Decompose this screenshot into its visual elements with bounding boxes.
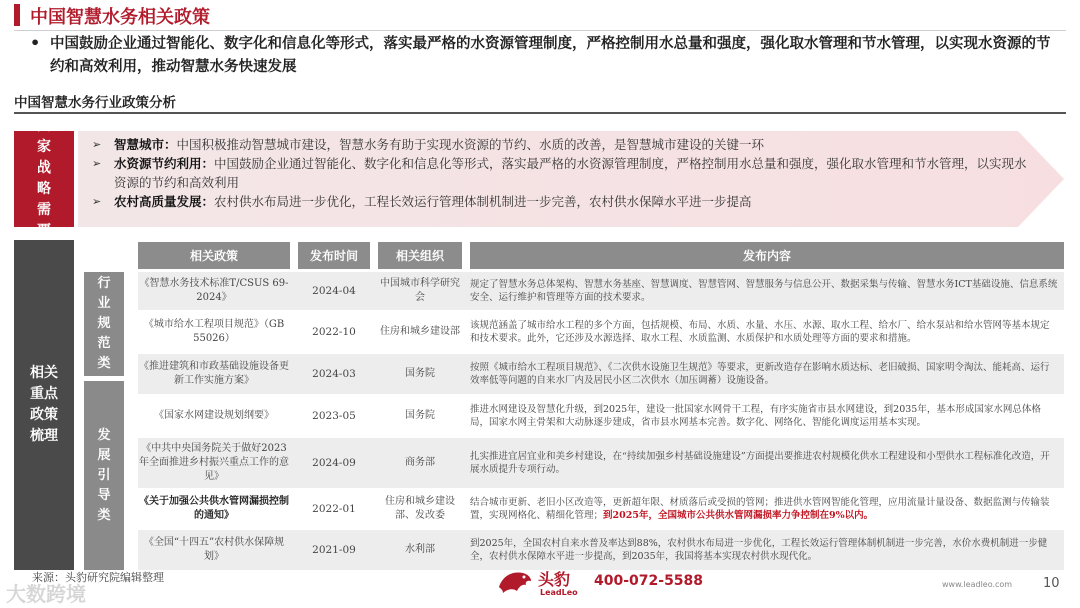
policy-org: 国务院 xyxy=(405,410,435,421)
strategy-item-body xyxy=(114,192,752,211)
policy-name: 《国家水网建设规划纲要》 xyxy=(154,410,274,421)
arrow-bullet-icon: ➢ xyxy=(92,138,102,151)
policy-content: 该规范涵盖了城市给水工程的多个方面，包括规模、布局、水质、水量、水压、水源、取水工程、给水厂、给水泵站和给水管网等基本规定和技术要求。此外，它还涉及水源选择、取水工程、水质监测、水质保护和水质处理等方面的要求和措施。 xyxy=(470,319,1050,344)
title-accent-bar xyxy=(14,4,20,26)
subheading-divider xyxy=(14,112,1066,114)
strategy-item-text: 中国鼓励企业通过智能化、数字化和信息化等形式，落实最严格的水资源管理制度，严格控制用水总量和强度，强化取水管理和节水管理，以实现水资源的节约和高效利用 xyxy=(114,156,1027,190)
arrow-bullet-icon: ➢ xyxy=(92,157,102,170)
arrow-bullet-icon: ➢ xyxy=(92,195,102,208)
policy-content: 扎实推进宜居宜业和美乡村建设，在“持续加强乡村基础设施建设”方面提出要推进农村规模化供水工程建设和小型供水工程标准化改造，开展水质提升专项行动。 xyxy=(470,450,1050,475)
policy-date: 2022-10 xyxy=(312,326,356,338)
strategy-item-text: 农村供水布局进一步优化，工程长效运行管理体制机制进一步完善，农村供水保障水平进一步提高 xyxy=(214,194,752,209)
strategy-item-text: 中国积极推动智慧城市建设，智慧水务有助于实现水资源的节约、水质的改善，是智慧城市建设的关键一环 xyxy=(176,137,765,152)
section-subheading: 中国智慧水务行业政策分析 xyxy=(14,95,176,111)
policy-content: 按照《城市给水工程项目规范》、《二次供水设施卫生规范》等要求，更新改造存在影响水质达标、老旧破损、国家明令淘汰、能耗高、运行效率低等问题的自来水厂内及居民小区二次供水（加压调蓄）设施设备。 xyxy=(470,361,1050,386)
page-number: 10 xyxy=(1043,576,1060,591)
policy-name: 《全国“十四五”农村供水保障规划》 xyxy=(143,537,285,562)
title-divider xyxy=(14,30,1066,31)
lead-paragraph: 中国鼓励企业通过智能化、数字化和信息化等形式，落实最严格的水资源管理制度，严格控制用水总量和强度，强化取水管理和节水管理，以实现水资源的节约和高效利用，推动智慧水务快速发展 xyxy=(50,36,1051,75)
table-row xyxy=(138,272,1064,310)
policy-org: 住房和城乡建设部 xyxy=(380,326,460,337)
leopard-logo-icon xyxy=(497,567,533,595)
header-date: 发布时间 xyxy=(298,242,370,269)
page-title: 中国智慧水务相关政策 xyxy=(30,7,210,28)
policy-content: 推进水网建设及智慧化升级，到2025年，建设一批国家水网骨干工程，有序实施省市县水网建设，到2035年，基本形成国家水网总体格局，国家水网主骨架和大动脉逐步建成，省市县水网基本完善。数字化、网络化、智能化调度运用基本实现。 xyxy=(470,403,1041,428)
table-row xyxy=(138,310,1064,354)
website-link[interactable]: www.leadleo.com xyxy=(942,580,1013,589)
policy-org: 住房和城乡建设部、发改委 xyxy=(385,496,455,521)
policy-org: 商务部 xyxy=(405,457,435,468)
table-row xyxy=(138,488,1064,530)
policy-label-text: 相关重点政策梳理 xyxy=(30,365,58,444)
strategy-item xyxy=(92,192,1032,211)
category-industry-standard xyxy=(84,272,124,376)
phone-number: 400-072-5588 xyxy=(594,573,704,589)
policy-content xyxy=(470,488,1058,530)
strategy-item xyxy=(92,135,1032,154)
header-policy: 相关政策 xyxy=(138,242,290,269)
strategy-label xyxy=(14,118,74,239)
brand-subtitle: LeadLeo xyxy=(540,588,578,597)
strategy-item-key: 智慧城市： xyxy=(114,137,177,152)
policy-name: 《关于加强公共供水管网漏损控制的通知》 xyxy=(139,496,289,521)
strategy-item-key: 水资源节约利用： xyxy=(114,156,215,171)
policy-date: 2022-01 xyxy=(312,503,356,515)
table-row xyxy=(138,354,1064,394)
policy-org: 中国城市科学研究会 xyxy=(380,278,460,303)
policy-org: 国务院 xyxy=(405,368,435,379)
table-row xyxy=(138,530,1064,570)
strategy-item xyxy=(92,154,1032,192)
policy-name: 《推进建筑和市政基础设施设备更新工作实施方案》 xyxy=(139,361,289,386)
policy-content: 规定了智慧水务总体架构、智慧水务基座、智慧调度、智慧管网、智慧服务与信息公开、数据采集与传输、智慧水务ICT基础设施、信息系统安全、运行维护和管理等方面的技术要求。 xyxy=(470,278,1058,303)
header-content: 发布内容 xyxy=(470,242,1064,269)
source-note: 来源：头豹研究院编辑整理 xyxy=(32,571,164,584)
header-org: 相关组织 xyxy=(378,242,462,269)
policy-name: 《城市给水工程项目规范》（GB 55026） xyxy=(143,319,285,344)
policy-date: 2023-05 xyxy=(312,410,356,422)
strategy-label-text: 国家战略需要 xyxy=(37,118,51,239)
policy-content: 到2025年，全国农村自来水普及率达到88%，农村供水布局进一步优化，工程长效运行管理体制机制进一步完善，水价水费机制进一步健全，农村供水保障水平进一步提高，到2035年，我国将基本实现农村供水现代化。 xyxy=(470,537,1048,562)
category-label: 发展引导类 xyxy=(97,427,111,523)
strategy-item-body xyxy=(114,135,764,154)
policy-content-text: 结合城市更新、老旧小区改造等，更新超年限、材质落后或受损的管网；推进供水管网智能化管理，应用流量计量设备、数据监测与传输装置，实现网格化、精细化管理； xyxy=(470,496,1050,521)
policy-name: 《智慧水务技术标准T/CSUS 69-2024》 xyxy=(139,278,289,303)
policy-date: 2024-03 xyxy=(312,368,356,380)
category-label: 行业规范类 xyxy=(97,276,111,371)
watermark: 大数跨境 xyxy=(6,582,86,606)
policy-date: 2024-04 xyxy=(312,285,356,297)
policy-name: 《中共中央国务院关于做好2023年全面推进乡村振兴重点工作的意见》 xyxy=(139,443,289,482)
brand-name: 头豹 xyxy=(538,570,571,589)
policy-content-highlight: 到2025年，全国城市公共供水管网漏损率力争控制在9%以内。 xyxy=(603,510,874,521)
table-row xyxy=(138,438,1064,488)
category-development-guidance xyxy=(84,381,124,570)
policy-org: 水利部 xyxy=(405,544,435,555)
strategy-item-body xyxy=(114,154,1032,192)
policy-date: 2021-09 xyxy=(312,544,356,556)
table-row xyxy=(138,394,1064,438)
strategy-list xyxy=(92,135,1032,211)
lead-bullet: • xyxy=(30,33,41,52)
policy-date: 2024-09 xyxy=(312,457,356,469)
policy-label xyxy=(14,240,74,570)
strategy-item-key: 农村高质量发展： xyxy=(114,194,215,209)
